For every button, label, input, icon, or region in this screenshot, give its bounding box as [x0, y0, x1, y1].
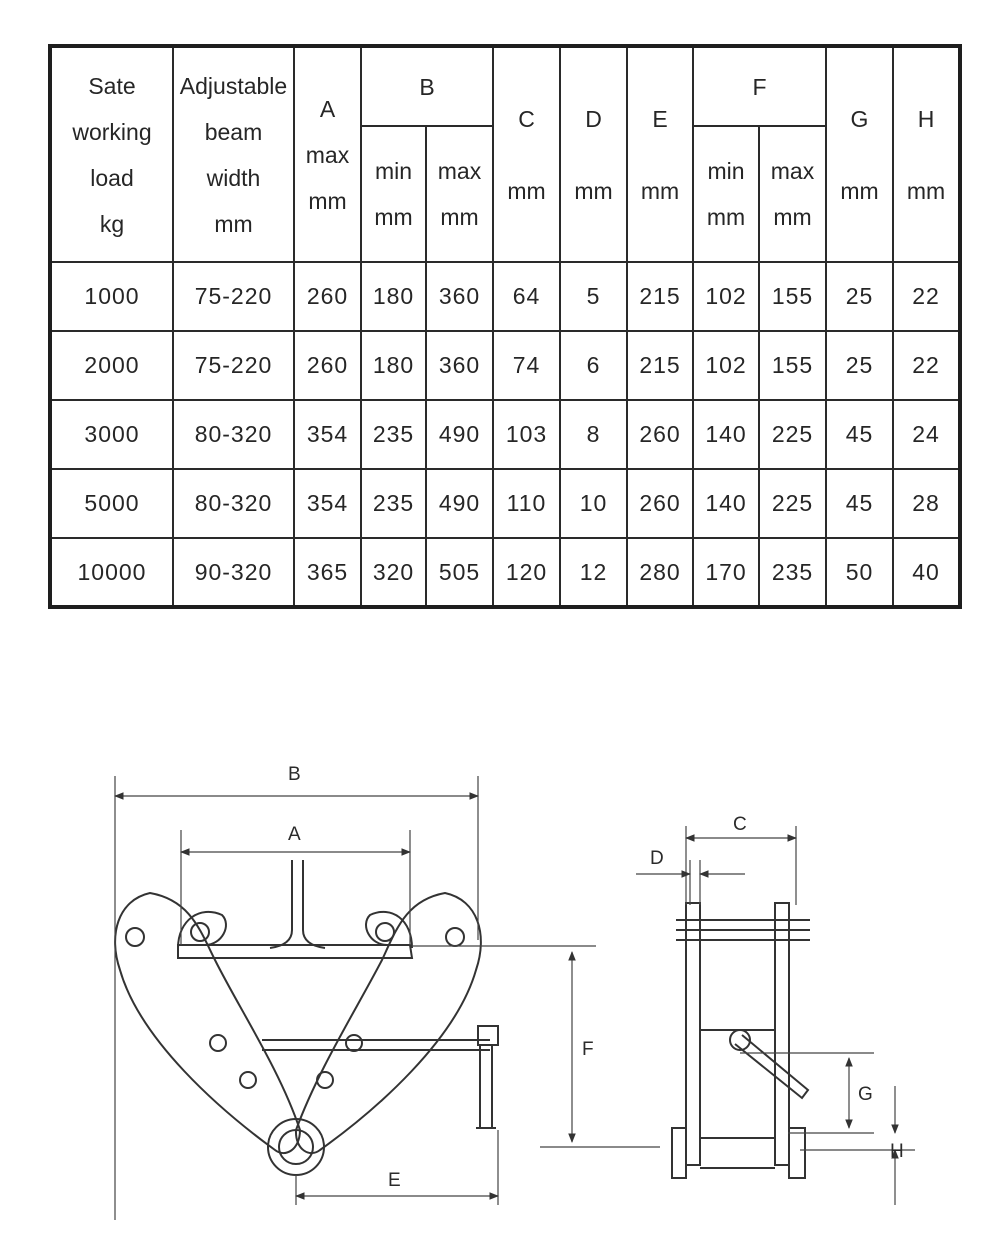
- table-cell: 8: [560, 400, 627, 469]
- adjusting-screw: [262, 1026, 498, 1128]
- table-cell: 235: [361, 469, 426, 538]
- dimension-label-a: A: [288, 824, 301, 845]
- dimension-label-c: C: [733, 814, 747, 835]
- header-f-max-unit: mm: [773, 204, 812, 230]
- table-cell: 64: [493, 262, 560, 331]
- header-h-letter: H: [917, 105, 935, 132]
- table-cell: 2000: [50, 331, 173, 400]
- header-a: [294, 46, 361, 262]
- table-cell: 215: [627, 331, 693, 400]
- pivot-hole: [346, 1035, 362, 1051]
- table-cell: 320: [361, 538, 426, 607]
- pivot-hole: [240, 1072, 256, 1088]
- header-g-unit: mm: [840, 177, 879, 204]
- pivot-hole: [376, 923, 394, 941]
- table-row: [50, 538, 960, 607]
- table-cell: 25: [826, 262, 893, 331]
- beam-web: [270, 860, 325, 948]
- table-cell: 75-220: [173, 331, 294, 400]
- table-cell: 40: [893, 538, 960, 607]
- header-load-line: working: [72, 118, 152, 145]
- table-cell: 260: [294, 262, 361, 331]
- table-cell: 80-320: [173, 469, 294, 538]
- table-cell: 155: [759, 262, 826, 331]
- header-e-unit: mm: [640, 177, 680, 204]
- header-f-min: [693, 126, 759, 262]
- dimension-label-f: F: [582, 1039, 594, 1060]
- header-g: [826, 46, 893, 262]
- table-cell: 28: [893, 469, 960, 538]
- table-cell: 365: [294, 538, 361, 607]
- dimension-label-h: H: [890, 1141, 904, 1162]
- table-cell: 360: [426, 262, 493, 331]
- header-d-letter: D: [585, 105, 602, 132]
- table-cell: 235: [361, 400, 426, 469]
- side-view: [672, 903, 810, 1178]
- table-cell: 5: [560, 262, 627, 331]
- header-d-unit: mm: [574, 177, 613, 204]
- table-cell: 490: [426, 469, 493, 538]
- header-load-line: Sate: [88, 72, 136, 99]
- table-cell: 6: [560, 331, 627, 400]
- table-cell: 10: [560, 469, 627, 538]
- table-cell: 22: [893, 262, 960, 331]
- table-cell: 50: [826, 538, 893, 607]
- table-row: [50, 469, 960, 538]
- header-width-line: beam: [204, 118, 263, 145]
- table-cell: 505: [426, 538, 493, 607]
- side-hub-left: [672, 1128, 686, 1178]
- table-cell: 155: [759, 331, 826, 400]
- table-cell: 354: [294, 469, 361, 538]
- table-cell: 215: [627, 262, 693, 331]
- header-f-max-label: max: [770, 158, 815, 184]
- header-load-line: kg: [99, 210, 125, 237]
- table-cell: 12: [560, 538, 627, 607]
- header-load: [50, 46, 173, 262]
- pivot-hole: [317, 1072, 333, 1088]
- header-h: [893, 46, 960, 262]
- header-c: [493, 46, 560, 262]
- table-cell: 24: [893, 400, 960, 469]
- header-b-min: [361, 126, 426, 262]
- dimension-label-e: E: [388, 1170, 401, 1191]
- pivot-hole: [210, 1035, 226, 1051]
- table-cell: 235: [759, 538, 826, 607]
- header-b-max: [426, 126, 493, 262]
- dimension-label-b: B: [288, 764, 301, 785]
- header-width-line: Adjustable: [179, 72, 288, 99]
- pivot-hole: [446, 928, 464, 946]
- dimension-label-g: G: [858, 1084, 873, 1105]
- spec-table-body: [50, 262, 960, 607]
- header-f-max: [759, 126, 826, 262]
- table-cell: 45: [826, 400, 893, 469]
- front-view: [115, 860, 498, 1175]
- header-width-line: width: [206, 164, 261, 191]
- table-cell: 110: [493, 469, 560, 538]
- side-screw-arm: [735, 1035, 808, 1098]
- table-cell: 102: [693, 331, 759, 400]
- table-cell: 103: [493, 400, 560, 469]
- header-load-line: load: [90, 164, 134, 191]
- table-cell: 225: [759, 400, 826, 469]
- side-plate-left: [686, 903, 700, 1165]
- header-c-letter: C: [518, 105, 535, 132]
- table-cell: 170: [693, 538, 759, 607]
- table-cell: 1000: [50, 262, 173, 331]
- table-cell: 360: [426, 331, 493, 400]
- header-f: F: [693, 46, 826, 126]
- header-f-min-unit: mm: [706, 204, 746, 230]
- side-pin: [700, 1138, 775, 1168]
- table-row: [50, 331, 960, 400]
- clamp-right-jaw: [296, 893, 481, 1153]
- clamp-drawing: [0, 640, 1000, 1249]
- table-cell: 75-220: [173, 262, 294, 331]
- header-c-unit: mm: [507, 177, 546, 204]
- header-e: [627, 46, 693, 262]
- header-f-min-label: min: [707, 158, 745, 184]
- clamp-hook-left: [178, 912, 226, 948]
- table-cell: 90-320: [173, 538, 294, 607]
- header-b: B: [361, 46, 493, 126]
- header-beam-width: [173, 46, 294, 262]
- table-cell: 25: [826, 331, 893, 400]
- table-cell: 260: [627, 400, 693, 469]
- table-cell: 180: [361, 331, 426, 400]
- table-cell: 140: [693, 469, 759, 538]
- table-cell: 225: [759, 469, 826, 538]
- spec-table: [48, 44, 962, 609]
- table-cell: 260: [294, 331, 361, 400]
- table-cell: 140: [693, 400, 759, 469]
- header-a-unit: mm: [308, 187, 347, 214]
- table-cell: 102: [693, 262, 759, 331]
- table-cell: 280: [627, 538, 693, 607]
- header-e-letter: E: [652, 105, 668, 132]
- table-cell: 3000: [50, 400, 173, 469]
- table-cell: 22: [893, 331, 960, 400]
- table-cell: 74: [493, 331, 560, 400]
- table-cell: 45: [826, 469, 893, 538]
- side-plate-right: [775, 903, 789, 1165]
- table-cell: 120: [493, 538, 560, 607]
- table-cell: 490: [426, 400, 493, 469]
- table-cell: 354: [294, 400, 361, 469]
- table-cell: 80-320: [173, 400, 294, 469]
- header-g-letter: G: [850, 105, 869, 132]
- pivot-hole: [126, 928, 144, 946]
- table-row: [50, 400, 960, 469]
- header-a-max: max: [305, 141, 350, 168]
- table-cell: 260: [627, 469, 693, 538]
- header-b-min-unit: mm: [374, 204, 413, 230]
- table-cell: 180: [361, 262, 426, 331]
- header-a-letter: A: [319, 95, 336, 122]
- header-b-min-label: min: [374, 158, 413, 184]
- side-hub-right: [789, 1128, 805, 1178]
- table-cell: 10000: [50, 538, 173, 607]
- header-width-line: mm: [214, 210, 253, 237]
- dimension-label-d: D: [650, 848, 664, 869]
- front-dimensions: [115, 776, 660, 1220]
- header-d: [560, 46, 627, 262]
- header-b-max-unit: mm: [440, 204, 479, 230]
- table-cell: 5000: [50, 469, 173, 538]
- table-row: [50, 262, 960, 331]
- header-h-unit: mm: [906, 177, 946, 204]
- header-b-max-label: max: [437, 158, 482, 184]
